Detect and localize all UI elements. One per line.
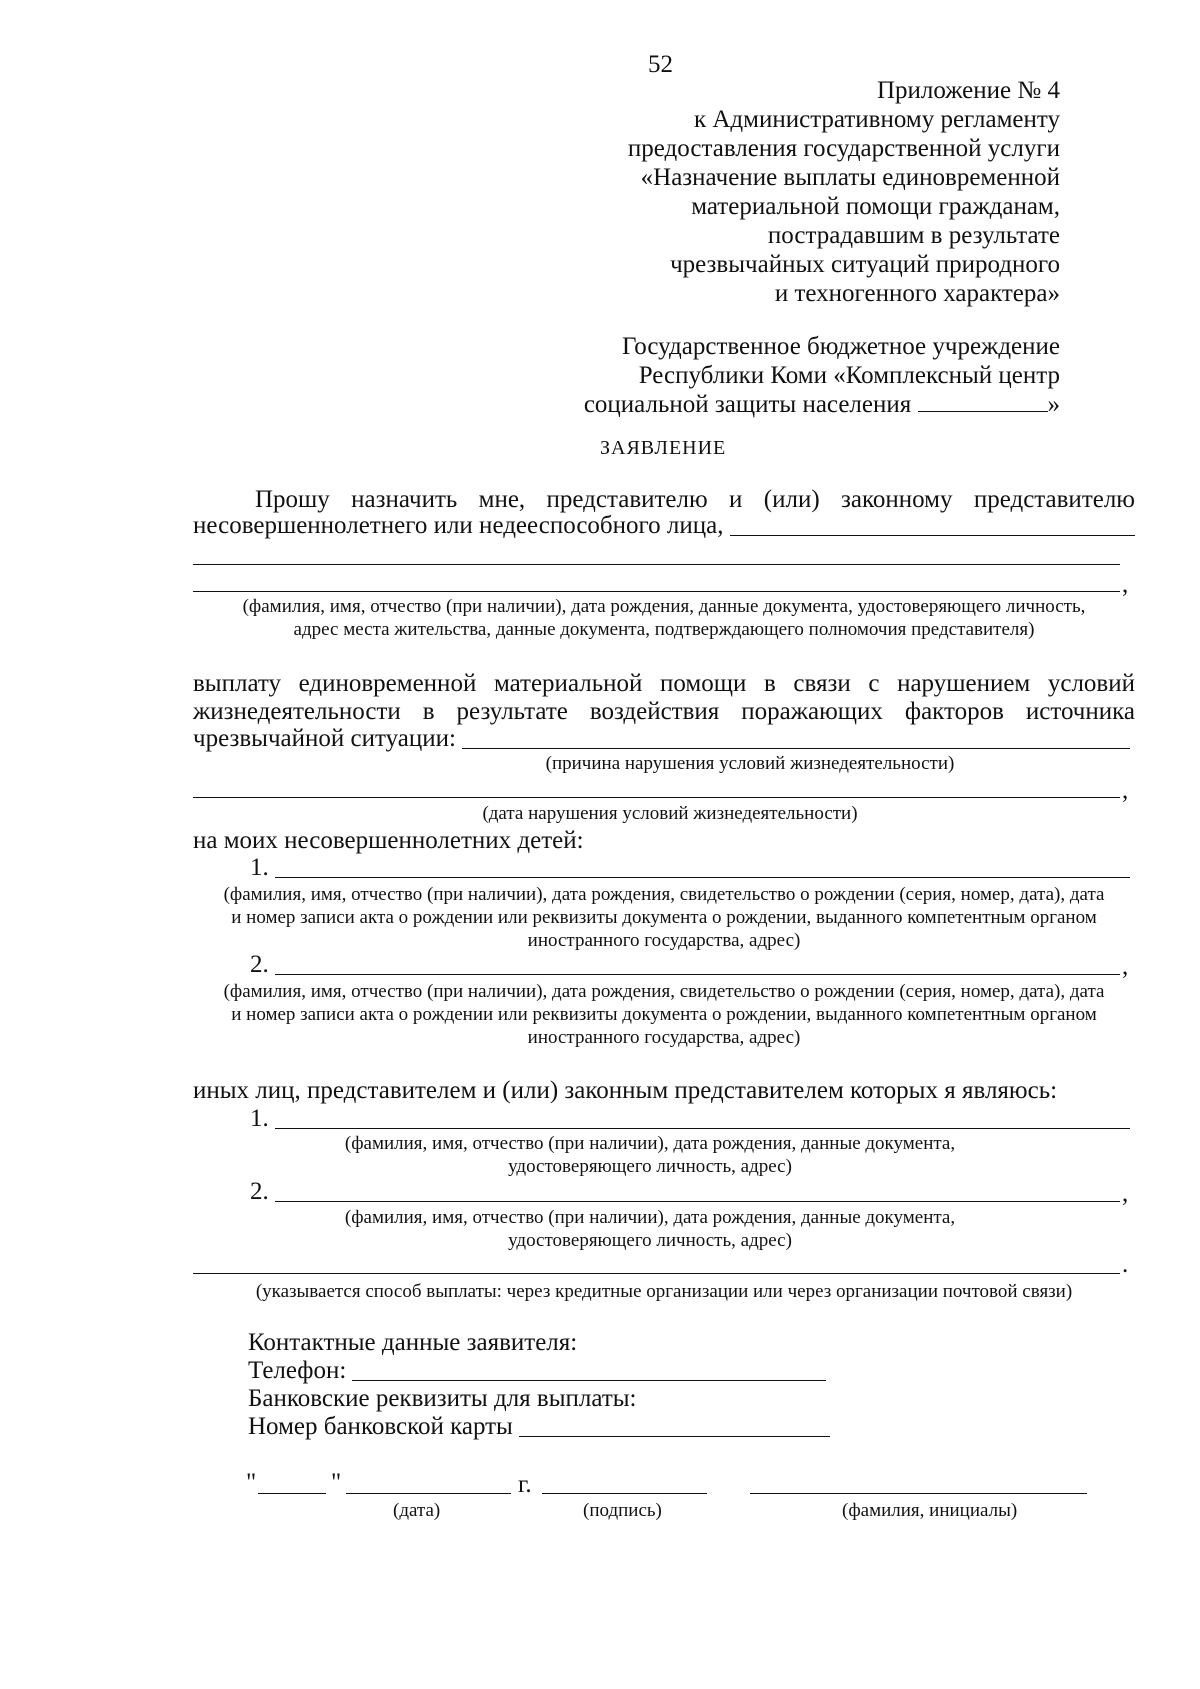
comma: , <box>1122 1180 1129 1207</box>
applicant-field-line-2[interactable] <box>193 564 1120 565</box>
appendix-line: «Назначение выплаты единовременной <box>640 164 1060 191</box>
payment-line-1: выплату единовременной материальной помощи в связи с нарушением условий <box>193 670 1135 697</box>
comma: , <box>1122 953 1129 980</box>
children-heading: на моих несовершеннолетних детей: <box>193 827 584 854</box>
date-hint: (дата нарушения условий жизнедеятельности) <box>482 803 858 824</box>
name-initials-label: (фамилия, инициалы) <box>842 1500 1018 1521</box>
child-2-hint: (фамилия, имя, отчество (при наличии), дата рождения, свидетельство о рождении (серия, номер, дата), дата и номер записи акта о рождении или реквизиты документа о рождении, выданного компетентным органом иностранного государства, адрес) <box>223 981 1105 1048</box>
other-1-hint: (фамилия, имя, отчество (при наличии), дата рождения, данные документа, удостоверяющего личность, адрес) <box>344 1133 956 1177</box>
request-line-1: Прошу назначить мне, представителю и (или) законному представителю <box>255 486 1135 513</box>
appendix-line: пострадавшим в результате <box>767 222 1060 249</box>
request-line-2: несовершеннолетнего или недееспособного лица, <box>193 511 1135 540</box>
appendix-line: и техногенного характера» <box>774 280 1060 307</box>
appendix-line: материальной помощи гражданам, <box>691 193 1060 220</box>
recipient-line: Государственное бюджетное учреждение <box>621 333 1060 360</box>
payment-line-2: жизнедеятельности в результате воздействия поражающих факторов источника <box>193 698 1135 725</box>
appendix-line: чрезвычайных ситуаций природного <box>670 251 1060 278</box>
recipient-block <box>540 332 1060 419</box>
quote-open: " <box>246 1469 257 1496</box>
child-2-field[interactable] <box>275 974 1120 975</box>
document-title: ЗАЯВЛЕНИЕ <box>600 437 727 459</box>
day-field[interactable] <box>258 1493 326 1494</box>
child-1-hint: (фамилия, имя, отчество (при наличии), дата рождения, свидетельство о рождении (серия, номер, дата), дата и номер записи акта о рождении или реквизиты документа о рождении, выданного компетентным органом иностранного государства, адрес) <box>223 884 1105 951</box>
signature-field[interactable] <box>542 1493 707 1494</box>
appendix-line: предоставления государственной услуги <box>627 135 1060 162</box>
child-1-field[interactable] <box>275 877 1130 878</box>
bank-heading: Банковские реквизиты для выплаты: <box>248 1385 637 1412</box>
comma: , <box>1122 777 1129 804</box>
phone-row: Телефон: <box>248 1356 826 1385</box>
appendix-line: Приложение № 4 <box>876 77 1060 104</box>
appendix-line: к Административному регламенту <box>693 106 1060 133</box>
center-name-blank[interactable] <box>918 393 1048 412</box>
child-item-2: 2. <box>250 950 1120 979</box>
applicant-field[interactable] <box>730 535 1136 536</box>
appendix-block <box>560 76 1060 308</box>
applicant-field-line-3[interactable] <box>193 591 1120 592</box>
date-label: (дата) <box>393 1500 441 1521</box>
applicant-hint: (фамилия, имя, отчество (при наличии), дата рождения, данные документа, удостоверяющего личность, адрес места жительства, данные документа, подтверждающего полномочия представителя) <box>242 596 1086 640</box>
child-item-1: 1. <box>250 853 1130 882</box>
name-initials-field[interactable] <box>750 1493 1087 1494</box>
other-2-field[interactable] <box>275 1201 1120 1202</box>
phone-field[interactable] <box>352 1380 826 1381</box>
month-field[interactable] <box>346 1493 511 1494</box>
date-field[interactable] <box>193 797 1120 798</box>
payment-line-3: чрезвычайной ситуации: <box>193 724 1130 753</box>
card-number-field[interactable] <box>519 1436 830 1437</box>
other-1-field[interactable] <box>275 1128 1130 1129</box>
comma: , <box>1122 571 1129 598</box>
signature-label: (подпись) <box>583 1500 662 1521</box>
period: . <box>1122 1251 1129 1278</box>
recipient-line: Республики Коми «Комплексный центр <box>638 362 1060 389</box>
contacts-heading: Контактные данные заявителя: <box>248 1329 578 1356</box>
other-item-1: 1. <box>250 1104 1130 1133</box>
quote-close: " <box>331 1469 342 1496</box>
recipient-line-with-blank: социальной защиты населения » <box>583 391 1060 418</box>
reason-hint: (причина нарушения условий жизнедеятельности) <box>545 753 955 774</box>
reason-field[interactable] <box>462 748 1130 749</box>
payment-method-hint: (указывается способ выплаты: через кредитные организации или через организации почтовой связи) <box>255 1281 1073 1302</box>
page-number: 52 <box>648 51 673 78</box>
year-suffix: г. <box>518 1471 532 1498</box>
payment-method-field[interactable] <box>193 1273 1120 1274</box>
other-2-hint: (фамилия, имя, отчество (при наличии), дата рождения, данные документа, удостоверяющего личность, адрес) <box>344 1207 956 1251</box>
other-item-2: 2. <box>250 1177 1120 1206</box>
card-row: Номер банковской карты <box>248 1412 830 1441</box>
others-heading: иных лиц, представителем и (или) законным представителем которых я являюсь: <box>193 1077 1058 1104</box>
